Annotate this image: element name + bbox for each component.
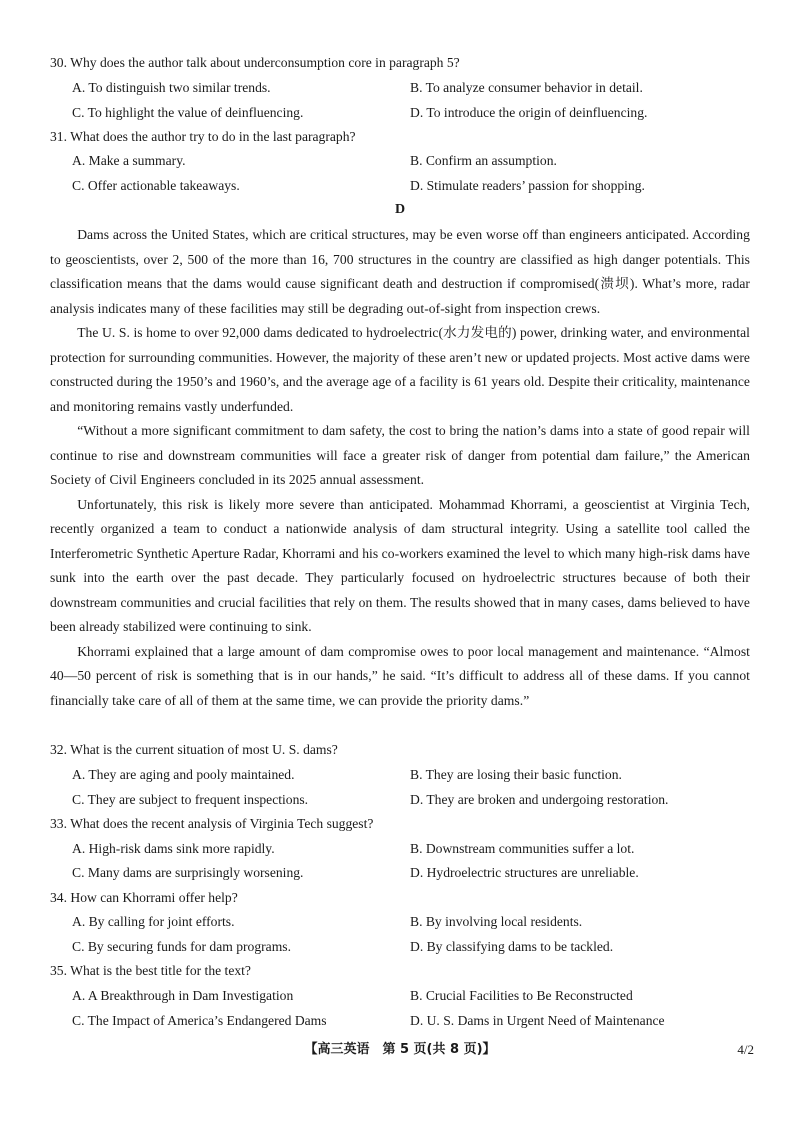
question-31-option-b: B. Confirm an assumption. (410, 153, 557, 168)
page-footer: 【高三英语 第 5 页(共 8 页)】 (304, 1042, 496, 1057)
question-35-option-b: B. Crucial Facilities to Be Reconstructed (410, 988, 633, 1003)
question-31-option-a: A. Make a summary. (72, 153, 186, 168)
question-34-option-c: C. By securing funds for dam programs. (72, 939, 291, 954)
question-35-option-c: C. The Impact of America’s Endangered Dams (72, 1013, 327, 1028)
question-33-option-d: D. Hydroelectric structures are unreliable. (410, 865, 639, 880)
passage-paragraph-5: Khorrami explained that a large amount of dam compromise owes to poor local management and maintenance. “Almost 40—50 percent of risk is something that is in our hands,” he said. “It’s difficult to address all of these dams. If you cannot financially take care of all of them at the same time, we can provide the priority dams.” (50, 643, 750, 708)
question-31-option-c: C. Offer actionable takeaways. (72, 178, 240, 193)
question-32-option-b: B. They are losing their basic function. (410, 767, 622, 782)
question-34-option-b: B. By involving local residents. (410, 914, 583, 929)
passage-paragraph-1: Dams across the United States, which are critical structures, may be even worse off than engineers anticipated. According to geoscientists, over 2, 500 of the more than 16, 700 structures in the country are classified as high danger potentials. This classification means that the dams would cause significant death and destruction if compromised(溃坝). What’s more, radar analysis indicates many of these facilities may still be degrading out-of-sight from inspection crews. (50, 227, 750, 316)
question-35-option-a: A. A Breakthrough in Dam Investigation (72, 988, 294, 1003)
question-35-stem: 35. What is the best title for the text? (50, 963, 251, 978)
section-title: D (394, 202, 406, 217)
question-33-stem: 33. What does the recent analysis of Virginia Tech suggest? (50, 816, 374, 831)
question-34-stem: 34. How can Khorrami offer help? (50, 890, 238, 905)
question-35-option-d: D. U. S. Dams in Urgent Need of Maintenance (410, 1013, 665, 1028)
question-32-option-d: D. They are broken and undergoing restoration. (410, 792, 669, 807)
passage-paragraph-2: The U. S. is home to over 92,000 dams dedicated to hydroelectric(水力发电的) power, drinking water, and environmental protection for surrounding communities. However, the majority of these aren’t new or updated projects. Most active dams were constructed during the 1950’s and 1960’s, and the average age of a facility is 61 years old. Despite their criticality, maintenance and monitoring remains vastly underfunded. (50, 325, 750, 414)
question-34-option-d: D. By classifying dams to be tackled. (410, 939, 614, 954)
question-30-option-a: A. To distinguish two similar trends. (72, 80, 271, 95)
question-30-option-c: C. To highlight the value of deinfluencing. (72, 105, 304, 120)
page-code: 4/2 (737, 1042, 754, 1057)
question-30-option-d: D. To introduce the origin of deinfluencing. (410, 105, 648, 120)
question-30-stem: 30. Why does the author talk about underconsumption core in paragraph 5? (50, 55, 460, 70)
question-30-option-b: B. To analyze consumer behavior in detail. (410, 80, 643, 95)
question-33-option-a: A. High-risk dams sink more rapidly. (72, 841, 275, 856)
question-34-option-a: A. By calling for joint efforts. (72, 914, 235, 929)
passage-paragraph-4: Unfortunately, this risk is likely more severe than anticipated. Mohammad Khorrami, a geoscientist at Virginia Tech, recently organized a team to conduct a nationwide analysis of dam structural integrity. Using a satellite tool called the Interferometric Synthetic Aperture Radar, Khorrami and his co-workers examined the level to which many high-risk dams have sunk into the earth over the past decade. They particularly focused on hydroelectric structures because of both their downstream communities and crucial facilities that rely on them. The results showed that in many cases, dams believed to have been already stabilized were continuing to sink. (50, 496, 750, 634)
question-32-option-c: C. They are subject to frequent inspections. (72, 792, 309, 807)
question-32-option-a: A. They are aging and pooly maintained. (72, 767, 295, 782)
question-31-option-d: D. Stimulate readers’ passion for shopping. (410, 178, 645, 193)
question-32-stem: 32. What is the current situation of most U. S. dams? (50, 742, 338, 757)
passage-paragraph-3: “Without a more significant commitment to dam safety, the cost to bring the nation’s dams into a state of good repair will continue to rise and downstream communities will face a greater risk of danger from potential dam failure,” the American Society of Civil Engineers concluded in its 2025 annual assessment. (50, 423, 750, 487)
reading-passage (50, 223, 750, 708)
question-31-stem: 31. What does the author try to do in the last paragraph? (50, 129, 356, 144)
question-33-option-c: C. Many dams are surprisingly worsening. (72, 865, 304, 880)
question-33-option-b: B. Downstream communities suffer a lot. (410, 841, 635, 856)
